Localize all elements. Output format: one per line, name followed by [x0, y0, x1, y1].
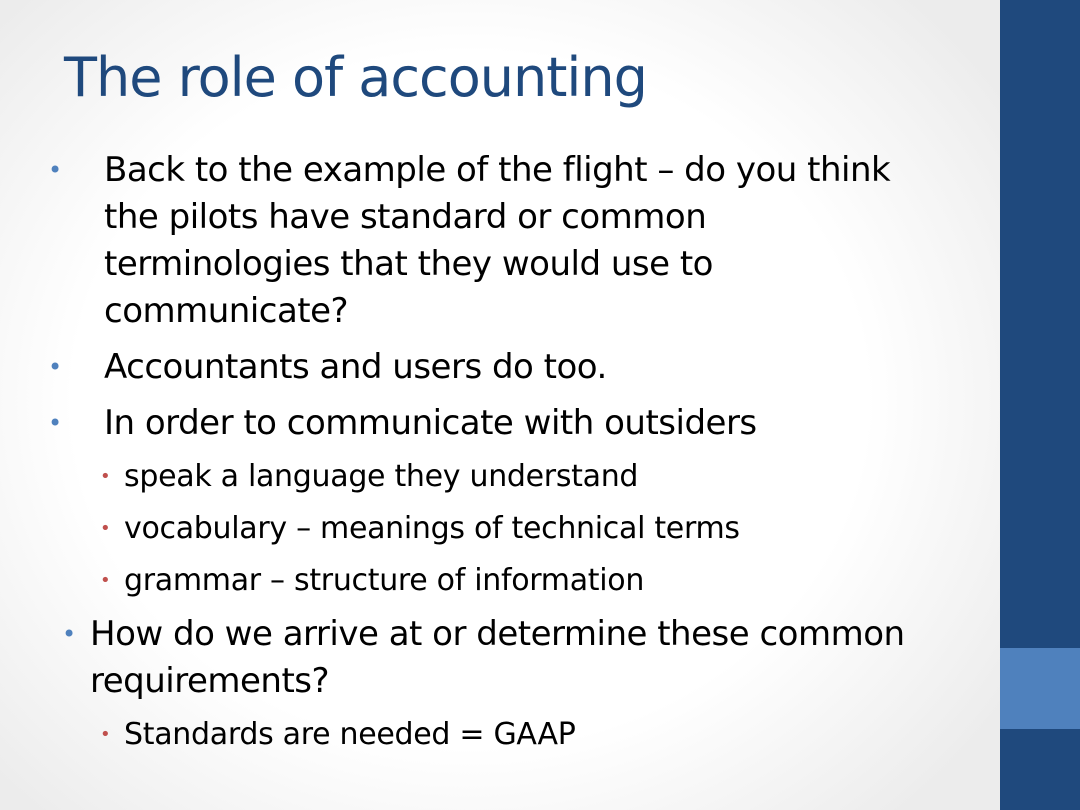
slide-title: The role of accounting [64, 46, 647, 109]
bullet-marker: • [62, 620, 76, 648]
sub-bullet-text: speak a language they understand [124, 459, 639, 494]
sub-bullet-gaap [100, 715, 944, 755]
bullet-marker: • [48, 353, 62, 381]
sub-bullet-vocabulary [100, 509, 944, 549]
bullet-marker: • [48, 409, 62, 437]
bullet-marker: • [48, 156, 62, 184]
bullet-accountants [48, 344, 934, 391]
sub-bullet-marker: • [100, 724, 111, 745]
sub-bullet-marker: • [100, 518, 111, 539]
sub-bullet-marker: • [100, 466, 111, 487]
sub-bullet-text: Standards are needed = GAAP [124, 717, 576, 752]
sub-bullet-marker: • [100, 570, 111, 591]
sub-bullet-text: vocabulary – meanings of technical terms [124, 511, 740, 546]
bullet-flight-example [48, 147, 934, 335]
sub-bullet-text: grammar – structure of information [124, 563, 645, 598]
bullet-text: In order to communicate with outsiders [104, 403, 757, 443]
bullet-text: Accountants and users do too. [104, 347, 607, 387]
sub-bullet-grammar [100, 561, 944, 601]
bullet-text: Back to the example of the flight – do you think the pilots have standard or common terminologies that they would use to communicate? [104, 150, 891, 331]
bullet-text: How do we arrive at or determine these common requirements? [90, 614, 905, 701]
bullet-communicate-outsiders [48, 400, 934, 447]
bullet-common-requirements [62, 611, 910, 705]
right-band-accent [1000, 648, 1080, 729]
sub-bullet-language [100, 457, 944, 497]
